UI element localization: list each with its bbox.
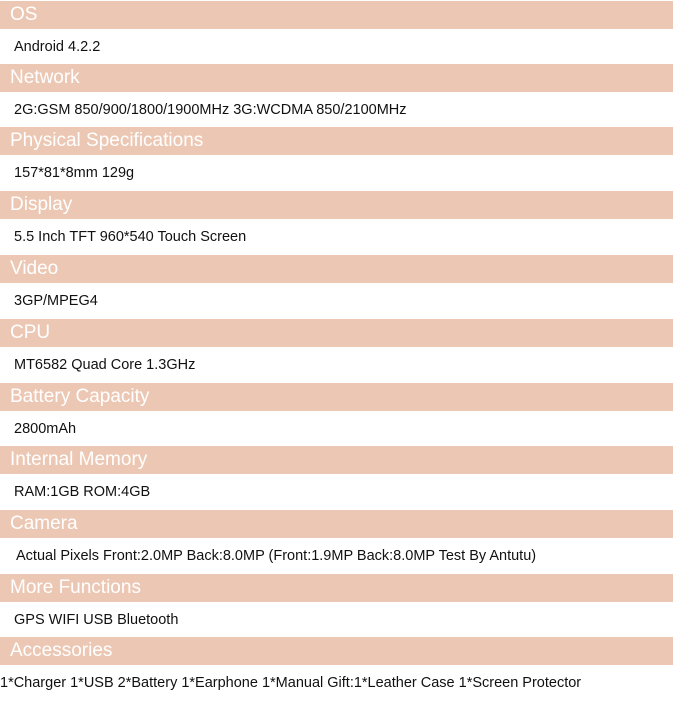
- section-value-accessories: 1*Charger 1*USB 2*Battery 1*Earphone 1*Manual Gift:1*Leather Case 1*Screen Protector: [0, 675, 582, 691]
- section-physical-specifications: [0, 127, 674, 191]
- section-header-battery-capacity: Battery Capacity: [0, 383, 673, 411]
- section-value-battery-capacity: 2800mAh: [14, 421, 77, 437]
- section-value-more-functions: GPS WIFI USB Bluetooth: [14, 612, 179, 628]
- section-header-camera: Camera: [0, 510, 673, 538]
- section-header-video: Video: [0, 255, 673, 283]
- section-header-internal-memory: Internal Memory: [0, 446, 673, 474]
- section-battery-capacity: [0, 383, 674, 447]
- section-camera: [0, 510, 674, 574]
- section-header-accessories: Accessories: [0, 637, 673, 665]
- section-header-more-functions: More Functions: [0, 574, 673, 602]
- section-cpu: [0, 319, 674, 383]
- section-header-os: OS: [0, 1, 673, 29]
- section-value-cpu: MT6582 Quad Core 1.3GHz: [14, 357, 196, 373]
- section-network: [0, 64, 674, 128]
- section-value-camera: Actual Pixels Front:2.0MP Back:8.0MP (Front:1.9MP Back:8.0MP Test By Antutu): [16, 548, 537, 564]
- section-value-display: 5.5 Inch TFT 960*540 Touch Screen: [14, 229, 247, 245]
- section-value-internal-memory: RAM:1GB ROM:4GB: [14, 484, 151, 500]
- section-accessories: [0, 637, 674, 701]
- section-value-os: Android 4.2.2: [14, 39, 101, 55]
- section-value-network: 2G:GSM 850/900/1800/1900MHz 3G:WCDMA 850/2100MHz: [14, 102, 407, 118]
- section-value-video: 3GP/MPEG4: [14, 293, 98, 309]
- section-header-display: Display: [0, 191, 673, 219]
- section-header-cpu: CPU: [0, 319, 673, 347]
- section-video: [0, 255, 674, 319]
- section-more-functions: [0, 574, 674, 638]
- section-display: [0, 191, 674, 255]
- section-value-physical-specifications: 157*81*8mm 129g: [14, 165, 135, 181]
- section-internal-memory: [0, 446, 674, 510]
- section-os: [0, 1, 674, 65]
- section-header-network: Network: [0, 64, 673, 92]
- section-header-physical-specifications: Physical Specifications: [0, 127, 673, 155]
